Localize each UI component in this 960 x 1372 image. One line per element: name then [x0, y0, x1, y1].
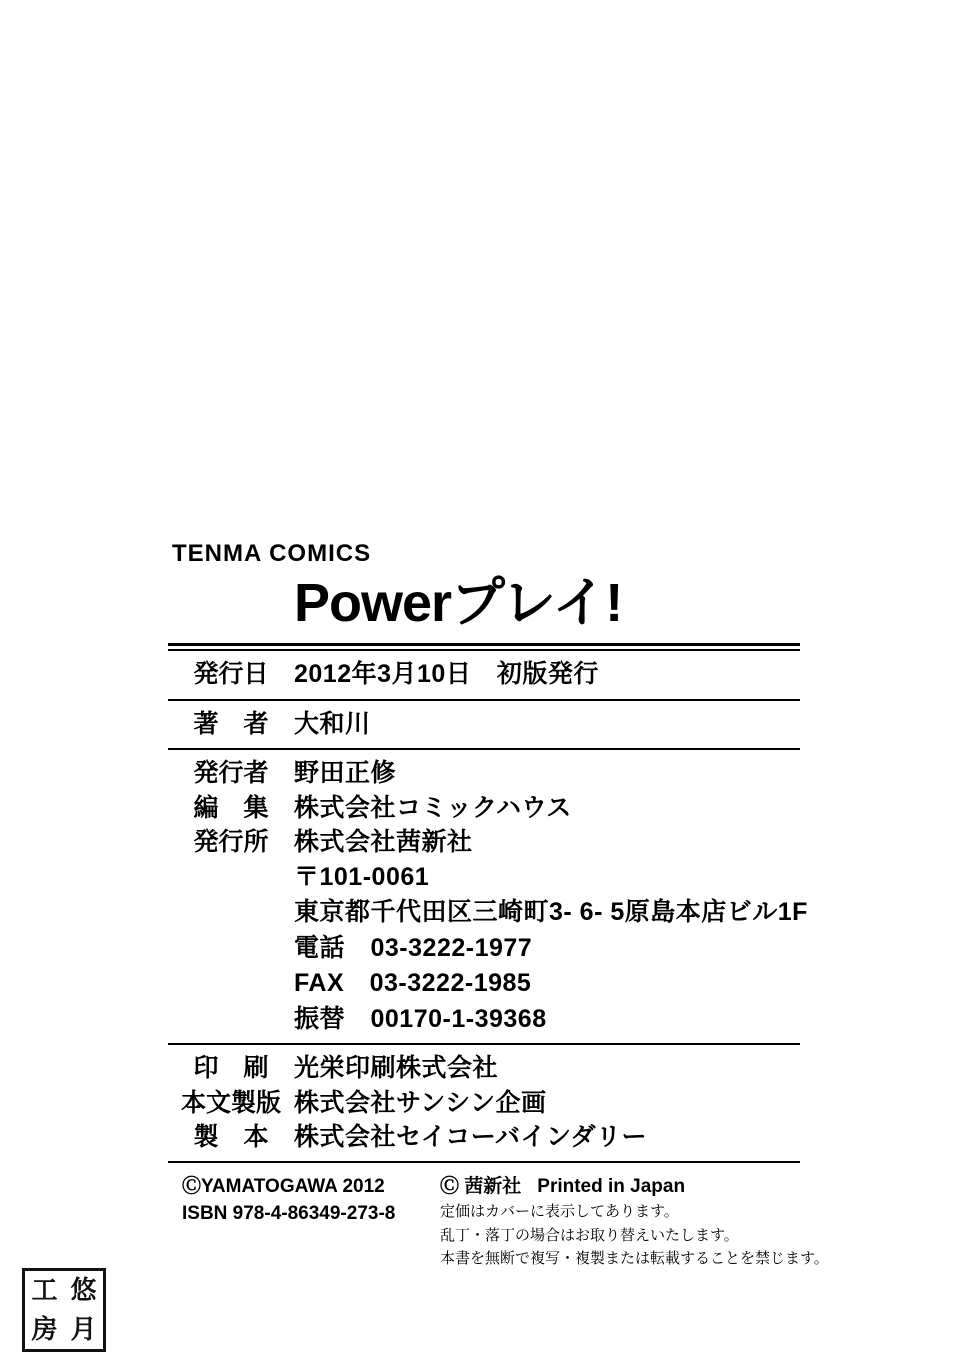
address-phone: 電話 03-3222-1977 [294, 933, 533, 962]
row-typesetting [168, 1086, 800, 1121]
row-printing [168, 1051, 800, 1086]
seal-char-2: 悠 [70, 1275, 97, 1306]
divider-top [168, 643, 800, 651]
row-author [168, 707, 800, 743]
seal-grid [25, 1271, 103, 1349]
row-label: 印 刷 [193, 1054, 269, 1083]
row-label: 著 者 [193, 709, 269, 738]
printed-in-japan: Printed in Japan [537, 1175, 686, 1197]
row-value: 野田正修 [294, 759, 397, 788]
row-publisher-person [168, 756, 800, 791]
address-furikae: 振替 00170-1-39368 [294, 1004, 547, 1033]
copyright-author: ⒸYAMATOGAWA 2012 [182, 1175, 385, 1197]
row-binding [168, 1120, 800, 1155]
note-reproduction: 本書を無断で複写・複製または転載することを禁じます。 [440, 1249, 829, 1267]
production-block [168, 1045, 800, 1161]
colophon-block [168, 540, 829, 1270]
note-price: 定価はカバーに表示してあります。 [440, 1203, 679, 1221]
footer-publisher-line [440, 1173, 829, 1201]
row-value: 2012年3月10日 初版発行 [294, 660, 599, 689]
row-value: 株式会社セイコーバインダリー [294, 1123, 648, 1152]
row-label: 本文製版 [180, 1088, 281, 1117]
row-value: 大和川 [294, 709, 371, 738]
book-title: Powerプレイ! [294, 573, 623, 633]
imprint-label: TENMA COMICS [172, 540, 372, 567]
author-block [168, 701, 800, 749]
row-label: 発行者 [193, 759, 269, 788]
row-value: 株式会社コミックハウス [294, 793, 572, 822]
seal-char-1: 工 [31, 1275, 58, 1306]
row-publication-date [168, 657, 800, 693]
seal-char-3: 房 [31, 1314, 58, 1345]
publication-info-block [168, 651, 800, 699]
isbn-text: ISBN 978-4-86349-273-8 [182, 1203, 396, 1225]
address-postal-code: 〒101-0061 [294, 862, 430, 891]
footer-right [440, 1173, 829, 1270]
row-value: 株式会社茜新社 [294, 828, 473, 857]
row-publishing-house [168, 825, 800, 860]
publisher-block [168, 750, 808, 1043]
publisher-seal [22, 1268, 106, 1352]
row-label: 製 本 [193, 1123, 269, 1152]
row-label: 発行日 [193, 660, 269, 689]
row-value: 株式会社サンシン企画 [294, 1088, 547, 1117]
footer-left [168, 1173, 440, 1270]
row-value: 光栄印刷株式会社 [294, 1054, 499, 1083]
copyright-publisher: Ⓒ 茜新社 [440, 1175, 522, 1197]
address-fax: FAX 03-3222-1985 [294, 969, 532, 998]
footer-block [168, 1163, 829, 1270]
seal-char-4: 月 [70, 1314, 97, 1345]
address-street: 東京都千代田区三崎町3- 6- 5原島本店ビル1F [294, 898, 808, 927]
row-label: 編 集 [193, 793, 269, 822]
row-editor [168, 791, 800, 826]
note-defect: 乱丁・落丁の場合はお取り替えいたします。 [440, 1226, 739, 1244]
row-label: 発行所 [193, 828, 269, 857]
